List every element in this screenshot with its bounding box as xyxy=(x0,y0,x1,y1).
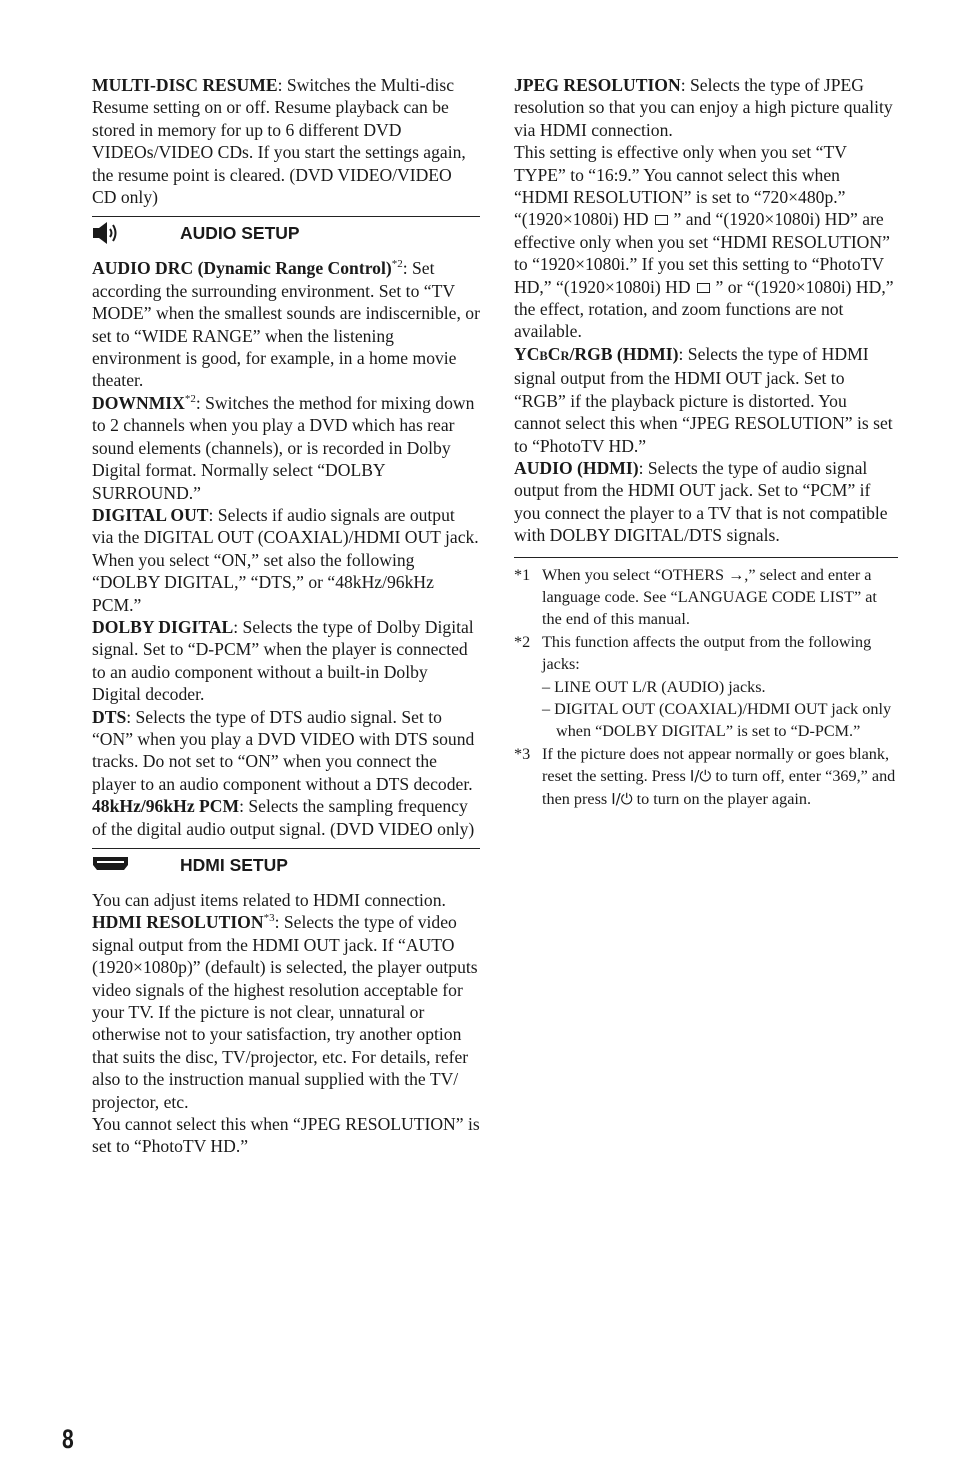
footnotes xyxy=(514,557,898,810)
digital-out-entry xyxy=(92,504,480,616)
ycbcr-term-rgb: /RGB (HDMI) xyxy=(569,343,679,364)
footnote-2-text: This function affects the output from the following jacks: xyxy=(542,632,872,674)
hdmi-resolution-entry xyxy=(92,911,480,1113)
jpeg-resolution-entry xyxy=(514,74,898,141)
footnote-1-text-a: When you select “OTHERS xyxy=(542,565,729,584)
hdmi-setup-intro: You can adjust items related to HDMI connection. xyxy=(92,890,446,910)
footnote-3-text-a: If the picture does not appear normally or goes blank, reset the setting. Press xyxy=(542,744,890,786)
jpeg-details-part-2: ” and “(1920×1080i) HD” are effective only when you set “HDMI RESOLUTION” to “1920×1080i.” If you set this setting to “PhotoTV HD,” “(1920×1080i) HD xyxy=(514,209,890,297)
frame-box-icon xyxy=(697,283,710,293)
dts-text: : Selects the type of DTS audio signal. Set to “ON” when you play a DVD VIDEO with DTS sound tracks. Do not set to “ON” when you connect the player to an audio component without a DTS decoder. xyxy=(92,706,475,794)
audio-drc-text: : Set according the surrounding environment. Set to “TV MODE” when the smallest sounds are indiscernible, or set to “WIDE RANGE” when the listening environment is good, for example, in a home movie theater. xyxy=(92,258,480,391)
downmix-footnote-ref: *2 xyxy=(184,392,196,405)
footnote-3-text-b: to turn off, enter “369,” and then press xyxy=(542,767,896,808)
arrow-right-icon: → xyxy=(728,565,745,584)
downmix-text: : Switches the method for mixing down to 2 channels when you play a DVD which has rear sound elements (channels), or is recorded in Dolby Digital format. Normally select “DOLBY SURROUND.” xyxy=(92,392,475,503)
downmix-entry xyxy=(92,392,480,504)
dolby-digital-term: DOLBY DIGITAL xyxy=(92,616,234,637)
footnote-2-item: – DIGITAL OUT (COAXIAL)/HDMI OUT jack only when “DOLBY DIGITAL” is set to “D-PCM.” xyxy=(542,699,892,741)
dolby-digital-entry xyxy=(92,616,480,706)
audio-hdmi-entry xyxy=(514,457,898,547)
dolby-digital-text: : Selects the type of Dolby Digital signal. Set to “D-PCM” when the player is connected to an audio component without a built-in Dolby Digital decoder. xyxy=(92,616,474,705)
ycbcr-rgb-term xyxy=(514,344,679,364)
multi-disc-resume-entry xyxy=(92,74,480,208)
multi-disc-resume-term: MULTI-DISC RESUME xyxy=(92,75,278,95)
footnote-3-text-c: to turn on the player again. xyxy=(632,789,812,808)
audio-drc-footnote-ref: *2 xyxy=(391,258,403,271)
hdmi-setup-header xyxy=(92,848,480,881)
jpeg-resolution-term: JPEG RESOLUTION xyxy=(514,75,681,95)
jpeg-details-part-3: ” or “(1920×1080i) HD,” the effect, rotation, and zoom functions are not available. xyxy=(514,276,894,342)
hdmi-setup-heading: HDMI SETUP xyxy=(180,855,288,875)
audio-drc-entry xyxy=(92,257,480,391)
hdmi-resolution-footnote-ref: *3 xyxy=(263,912,275,925)
footnote-2 xyxy=(514,631,898,743)
footnote-1-text-b: ,” select and enter a language code. See “LANGUAGE CODE LIST” at the end of this manual. xyxy=(542,565,877,629)
power-icon: I/⏻ xyxy=(689,767,712,786)
footnote-3 xyxy=(514,743,898,810)
hdmi-resolution-term: HDMI RESOLUTION xyxy=(92,912,264,933)
ycbcr-term-r: R xyxy=(560,348,570,363)
audio-setup-header xyxy=(92,216,480,249)
downmix-term: DOWNMIX xyxy=(92,392,185,413)
audio-setup-heading: AUDIO SETUP xyxy=(180,223,300,244)
power-icon: I/⏻ xyxy=(611,789,633,808)
ycbcr-rgb-text: : Selects the type of HDMI signal output from the HDMI OUT jack. Set to “RGB” if the playback picture is distorted. You cannot select this when “JPEG RESOLUTION” is set to “PhotoTV HD.” xyxy=(514,343,893,456)
digital-out-term: DIGITAL OUT xyxy=(92,504,209,525)
footnote-2-item: – LINE OUT L/R (AUDIO) jacks. xyxy=(542,677,766,696)
hdmi-resolution-text: : Selects the type of video signal output from the HDMI OUT jack. If “AUTO (1920×1080p)” (default) is selected, the player outputs video signals of the highest resolution acceptable for your TV. If the picture is not clear, unnatural or otherwise not to your satisfaction, try another option that suits the disc, TV/projector, etc. For details, refer also to the instruction manual supplied with the TV/ projector, etc. xyxy=(92,912,478,1112)
ycbcr-term-yc: YC xyxy=(514,343,540,364)
jpeg-resolution-details xyxy=(514,141,898,343)
dts-entry xyxy=(92,706,480,796)
frame-box-icon xyxy=(655,215,668,225)
pcm-entry xyxy=(92,795,480,840)
ycbcr-term-b: B xyxy=(539,348,548,363)
pcm-term: 48kHz/96kHz PCM xyxy=(92,796,240,817)
jpeg-resolution-text: : Selects the type of JPEG resolution so that you can enjoy a high picture quality via HDMI connection. xyxy=(514,75,893,140)
hdmi-connector-icon xyxy=(92,853,130,880)
multi-disc-resume-text: : Switches the Multi-disc Resume setting on or off. Resume playback can be stored in memory for up to 6 different DVD VIDEOs/VIDEO CDs. If you start the settings again, the resume point is cleared. (DVD VIDEO/VIDEO CD only) xyxy=(92,75,466,208)
footnote-mark: *3 xyxy=(514,744,531,763)
audio-drc-term: AUDIO DRC (Dynamic Range Control) xyxy=(92,258,392,279)
footnote-mark: *2 xyxy=(514,632,531,651)
audio-hdmi-text: : Selects the type of audio signal output from the HDMI OUT jack. Set to “PCM” if you connect the player to a TV that is not compatible with DOLBY DIGITAL/DTS signals. xyxy=(514,457,888,546)
speaker-icon xyxy=(92,221,122,250)
pcm-text: : Selects the sampling frequency of the digital audio output signal. (DVD VIDEO only) xyxy=(92,796,475,839)
left-column xyxy=(92,74,480,1158)
digital-out-text: : Selects if audio signals are output via the DIGITAL OUT (COAXIAL)/HDMI OUT jack. When you select “ON,” set also the following “DOLBY DIGITAL,” “DTS,” or “48kHz/96kHz PCM.” xyxy=(92,504,479,615)
jpeg-details-part-1: This setting is effective only when you set “TV TYPE” to “16:9.” You cannot select this when “HDMI RESOLUTION” is set to “720×480p.” “(1920×1080i) HD xyxy=(514,142,847,230)
right-column xyxy=(514,74,898,810)
ycbcr-term-c: C xyxy=(547,343,561,364)
hdmi-resolution-note: You cannot select this when “JPEG RESOLUTION” is set to “PhotoTV HD.” xyxy=(92,1114,480,1157)
footnote-mark: *1 xyxy=(514,565,531,584)
footnote-1 xyxy=(514,564,898,631)
dts-term: DTS xyxy=(92,706,127,727)
audio-hdmi-term: AUDIO (HDMI) xyxy=(514,457,639,478)
ycbcr-rgb-entry xyxy=(514,343,898,457)
page-number: 8 xyxy=(62,1424,74,1454)
